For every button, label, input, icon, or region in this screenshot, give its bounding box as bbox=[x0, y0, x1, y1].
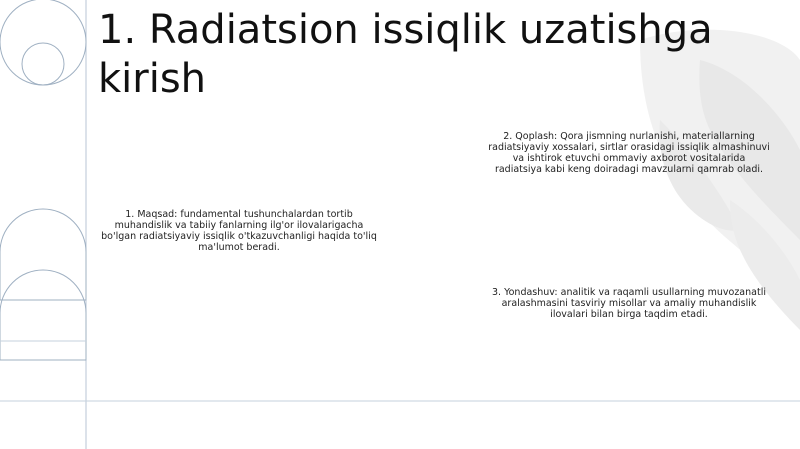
small-circle-outline bbox=[22, 43, 64, 85]
point-approach: 3. Yondashuv: analitik va raqamli usullarning muvozanatli aralashmasini tasviriy misollar va amaliy muhandislik ilovalari bilan birga taqdim etadi. bbox=[492, 287, 766, 320]
slide-title: 1. Radiatsion issiqlik uzatishga kirish bbox=[98, 7, 713, 102]
upper-arch-outline bbox=[0, 209, 86, 300]
point-goal: 1. Maqsad: fundamental tushunchalardan tortib muhandislik va tabiiy fanlarning ilg'or ilovalarigacha bo'lgan radiatsiyaviy issiqlik o'tkazuvchanligi haqida to'liq ma'lumot beradi. bbox=[101, 209, 377, 253]
point-coverage: 2. Qoplash: Qora jismning nurlanishi, materiallarning radiatsiyaviy xossalari, sirtlar orasidagi issiqlik almashinuvi va ishtirok etuvchi ommaviy axborot vositalarida radiatsiya kabi keng doiradagi mavzularni qamrab oladi. bbox=[488, 131, 770, 175]
lower-arch-outline bbox=[0, 270, 86, 360]
